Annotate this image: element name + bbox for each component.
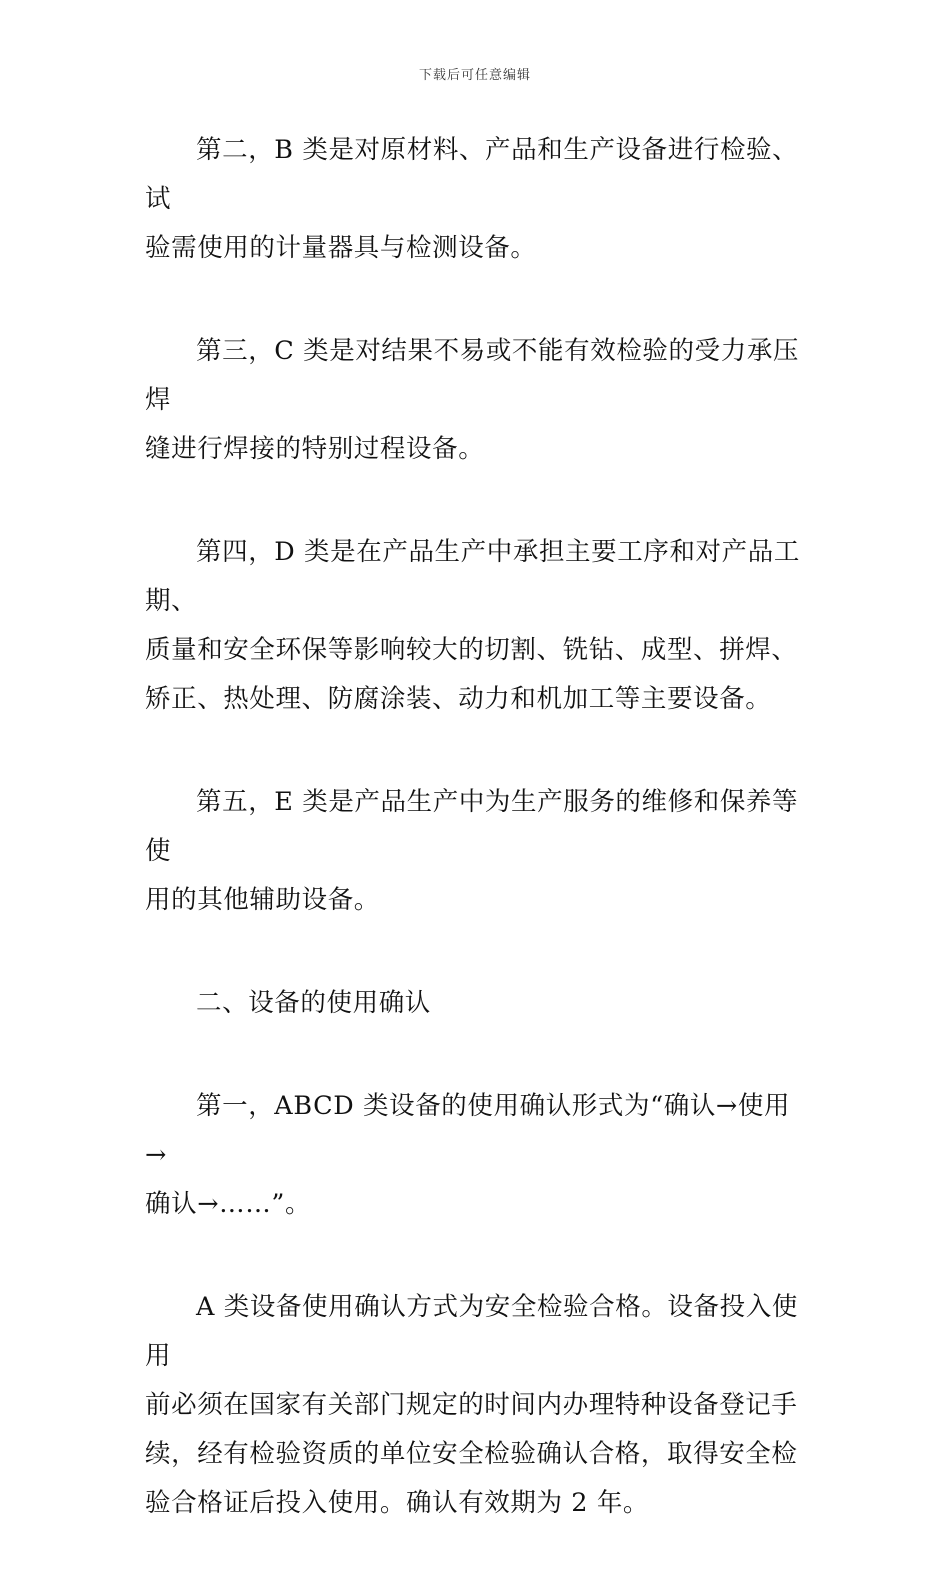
paragraph-line: 缝进行焊接的特别过程设备。 — [145, 434, 485, 464]
paragraph-class-e — [145, 778, 810, 925]
paragraph-line: 用的其他辅助设备。 — [145, 885, 380, 915]
page-header: 下载后可任意编辑 — [418, 68, 531, 83]
paragraph-line: 第五，E 类是产品生产中为生产服务的维修和保养等使 — [145, 787, 799, 866]
paragraph-abcd-confirmation — [145, 1082, 810, 1229]
paragraph-line: A 类设备使用确认方式为安全检验合格。设备投入使用 — [145, 1292, 798, 1371]
heading-text: 二、设备的使用确认 — [196, 988, 431, 1018]
paragraph-line: 确认→……”。 — [145, 1189, 312, 1219]
paragraph-line: 前必须在国家有关部门规定的时间内办理特种设备登记手 — [145, 1390, 798, 1420]
paragraph-class-b — [145, 126, 810, 273]
paragraph-line: 矫正、热处理、防腐涂装、动力和机加工等主要设备。 — [145, 684, 772, 714]
document-body — [145, 126, 810, 1582]
paragraph-line: 验合格证后投入使用。确认有效期为 2 年。 — [145, 1488, 650, 1518]
paragraph-line: 验需使用的计量器具与检测设备。 — [145, 233, 537, 263]
paragraph-line: 续，经有检验资质的单位安全检验确认合格，取得安全检 — [145, 1439, 798, 1469]
paragraph-class-c — [145, 327, 810, 474]
paragraph-line: 第三，C 类是对结果不易或不能有效检验的受力承压焊 — [145, 336, 800, 415]
paragraph-line: 第四，D 类是在产品生产中承担主要工序和对产品工期、 — [145, 537, 800, 616]
paragraph-line: 第二，B 类是对原材料、产品和生产设备进行检验、试 — [145, 135, 799, 214]
section-heading — [145, 979, 810, 1028]
paragraph-class-d — [145, 528, 810, 724]
paragraph-line: 第一，ABCD 类设备的使用确认形式为“确认→使用→ — [145, 1091, 791, 1170]
paragraph-class-a-confirmation — [145, 1283, 810, 1528]
paragraph-line: 质量和安全环保等影响较大的切割、铣钻、成型、拼焊、 — [145, 635, 798, 665]
